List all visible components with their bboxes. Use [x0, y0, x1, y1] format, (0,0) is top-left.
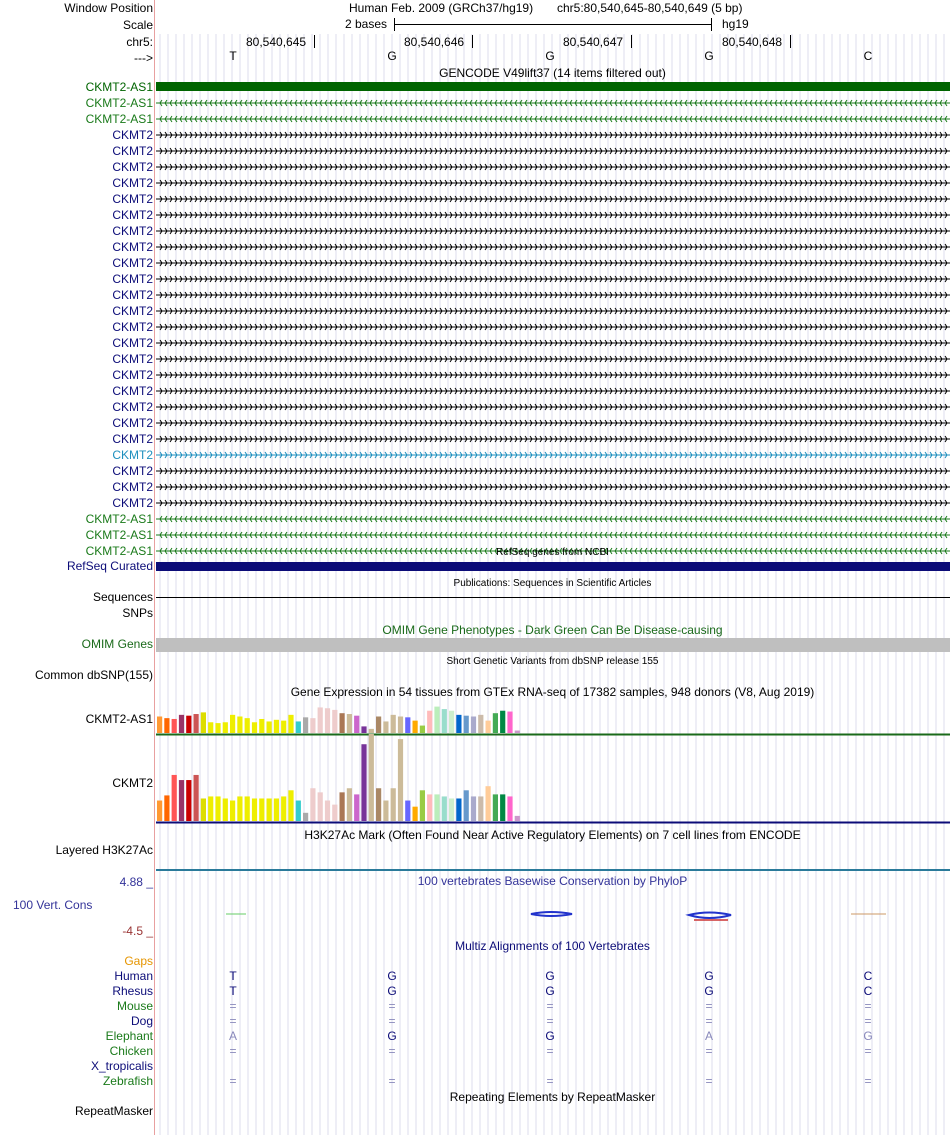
gtex-bar[interactable]: [391, 788, 396, 821]
gtex-bar[interactable]: [274, 720, 279, 733]
gencode-transcript-reverse[interactable]: [156, 114, 950, 124]
multiz-base: G: [545, 1029, 555, 1043]
gencode-row-label[interactable]: CKMT2: [112, 160, 153, 174]
phylop-max-label: 4.88 _: [119, 875, 153, 889]
gencode-transcript-forward[interactable]: [156, 242, 950, 252]
multiz-base: =: [705, 1044, 713, 1058]
gencode-transcript-forward[interactable]: [156, 290, 950, 300]
gtex-bar[interactable]: [361, 744, 366, 821]
repeatmasker-track-title[interactable]: Repeating Elements by RepeatMasker: [449, 1090, 656, 1104]
gencode-row-label[interactable]: CKMT2: [112, 176, 153, 190]
gencode-transcript-forward[interactable]: [156, 370, 950, 380]
refseq-track-title[interactable]: RefSeq genes from NCBI: [496, 547, 609, 558]
gencode-transcript-forward[interactable]: [156, 466, 950, 476]
phylop-track-title[interactable]: 100 vertebrates Basewise Conservation by PhyloP: [417, 874, 688, 888]
gtex-bar[interactable]: [507, 712, 512, 733]
gtex-bar[interactable]: [325, 801, 330, 821]
gtex-bar[interactable]: [449, 798, 454, 821]
gtex-bar[interactable]: [383, 721, 388, 733]
gencode-transcript-forward[interactable]: [156, 450, 950, 460]
gencode-row-label[interactable]: CKMT2: [112, 448, 153, 462]
publications-snps-label[interactable]: SNPs: [122, 606, 153, 620]
gtex-bar[interactable]: [478, 715, 483, 733]
base-letter: G: [704, 49, 714, 63]
gtex-bar[interactable]: [332, 805, 337, 821]
gtex-bar[interactable]: [303, 813, 308, 821]
gencode-exon-block[interactable]: [156, 82, 950, 91]
gtex-bar[interactable]: [442, 709, 447, 733]
multiz-base: =: [705, 999, 713, 1013]
gtex-bar[interactable]: [194, 775, 199, 821]
gtex-bar[interactable]: [434, 794, 439, 821]
multiz-base: G: [863, 1029, 873, 1043]
multiz-base: A: [228, 1029, 237, 1043]
gtex-bar[interactable]: [354, 794, 359, 821]
gencode-row-label[interactable]: CKMT2: [112, 416, 153, 430]
coordinate-label: 80,540,646: [404, 35, 465, 49]
gtex-bar[interactable]: [259, 798, 264, 821]
gtex-bar[interactable]: [456, 715, 461, 733]
gtex-bar[interactable]: [332, 710, 337, 733]
phylop-min-label: -4.5 _: [122, 924, 153, 938]
gtex-bar[interactable]: [398, 739, 403, 821]
gencode-row-label[interactable]: CKMT2: [112, 496, 153, 510]
gencode-row-label[interactable]: CKMT2: [112, 208, 153, 222]
gtex-bar[interactable]: [500, 711, 505, 733]
gencode-transcript-forward[interactable]: [156, 498, 950, 508]
gencode-track-title[interactable]: GENCODE V49lift37 (14 items filtered out): [439, 66, 666, 80]
chrom-label: chr5:: [126, 35, 153, 49]
gtex-bar[interactable]: [164, 795, 169, 821]
gtex-bar[interactable]: [303, 717, 308, 733]
gtex-bar[interactable]: [281, 796, 286, 821]
gtex-bar[interactable]: [493, 713, 498, 733]
multiz-base: =: [864, 1014, 872, 1028]
base-letter: G: [387, 49, 397, 63]
multiz-species-label[interactable]: Mouse: [116, 999, 153, 1013]
multiz-species-label[interactable]: Chicken: [109, 1044, 153, 1058]
gencode-row-label[interactable]: CKMT2: [112, 128, 153, 142]
coordinate-tick: [472, 35, 473, 48]
gtex-bar[interactable]: [237, 717, 242, 734]
repeatmasker-track-label[interactable]: RepeatMasker: [74, 1104, 153, 1118]
multiz-base: G: [387, 984, 397, 998]
multiz-track-title[interactable]: Multiz Alignments of 100 Vertebrates: [455, 939, 650, 953]
gencode-row-label[interactable]: CKMT2: [112, 400, 153, 414]
base-letter: C: [863, 49, 873, 63]
gtex-bar[interactable]: [310, 718, 315, 733]
scale-bar-right-tick: [711, 18, 712, 31]
gencode-transcript-forward[interactable]: [156, 146, 950, 156]
gencode-row-label[interactable]: CKMT2-AS1: [85, 512, 153, 526]
omim-gene-bar[interactable]: [156, 638, 950, 652]
gencode-transcript-forward[interactable]: [156, 162, 950, 172]
gtex-bar[interactable]: [223, 722, 228, 733]
strand-label: --->: [134, 51, 153, 65]
scale-bar-left-tick: [394, 18, 395, 31]
h3k27ac-signal-line: [156, 869, 950, 871]
multiz-species-label[interactable]: Human: [114, 969, 153, 983]
multiz-base: =: [705, 1014, 713, 1028]
gtex-bar[interactable]: [427, 711, 432, 733]
multiz-base: =: [388, 1044, 396, 1058]
coordinate-tick: [314, 35, 315, 48]
gtex-bar[interactable]: [376, 788, 381, 821]
gtex-bar[interactable]: [186, 716, 191, 733]
multiz-base: =: [546, 1044, 554, 1058]
gtex-bar[interactable]: [361, 726, 366, 733]
gencode-transcript-reverse[interactable]: [156, 514, 950, 524]
gencode-row-label[interactable]: CKMT2: [112, 464, 153, 478]
gtex-bar[interactable]: [471, 796, 476, 821]
multiz-base: G: [545, 969, 555, 983]
gtex-bar[interactable]: [164, 718, 169, 733]
gencode-transcript-forward[interactable]: [156, 258, 950, 268]
gtex-bar[interactable]: [464, 790, 469, 821]
phylop-signal: [156, 906, 950, 926]
multiz-species-label[interactable]: X_tropicalis: [90, 1059, 153, 1073]
gtex-bar[interactable]: [354, 716, 359, 733]
scale-label: Scale: [122, 18, 153, 32]
gencode-transcript-forward[interactable]: [156, 194, 950, 204]
multiz-species-label[interactable]: Zebrafish: [102, 1074, 153, 1088]
gtex-bar[interactable]: [493, 794, 498, 821]
multiz-base: =: [388, 1014, 396, 1028]
gtex-bar[interactable]: [369, 729, 374, 733]
gtex-bar[interactable]: [464, 716, 469, 733]
gtex-bar[interactable]: [376, 717, 381, 734]
multiz-base: =: [864, 1044, 872, 1058]
publications-track-title[interactable]: Publications: Sequences in Scientific Articles: [453, 578, 652, 589]
multiz-base: =: [388, 1074, 396, 1088]
gtex-bar[interactable]: [486, 786, 491, 821]
gtex-bar[interactable]: [157, 717, 162, 734]
gencode-row-label[interactable]: CKMT2: [112, 272, 153, 286]
multiz-base: T: [229, 969, 237, 983]
publications-sequences-label[interactable]: Sequences: [92, 590, 153, 604]
gtex-bar[interactable]: [413, 721, 418, 733]
multiz-base: G: [704, 969, 714, 983]
gencode-row-label[interactable]: CKMT2-AS1: [85, 528, 153, 542]
gtex-bar[interactable]: [172, 775, 177, 821]
multiz-base: =: [546, 1014, 554, 1028]
multiz-base: =: [229, 999, 237, 1013]
gtex-bar[interactable]: [201, 798, 206, 821]
multiz-base: =: [229, 1014, 237, 1028]
gtex-bar[interactable]: [208, 796, 213, 821]
gtex-bar[interactable]: [252, 798, 257, 821]
gtex-track-title[interactable]: Gene Expression in 54 tissues from GTEx RNA-seq of 17382 samples, 948 donors (V8, Aug 2019): [290, 685, 815, 699]
gencode-transcript-forward[interactable]: [156, 306, 950, 316]
gtex-bar[interactable]: [237, 796, 242, 821]
gencode-row-label[interactable]: CKMT2: [112, 192, 153, 206]
omim-track-title[interactable]: OMIM Gene Phenotypes - Dark Green Can Be Disease-causing: [382, 623, 723, 637]
gtex-bar[interactable]: [252, 722, 257, 733]
gencode-transcript-reverse[interactable]: [156, 530, 950, 540]
gtex-bar[interactable]: [179, 715, 184, 733]
gencode-transcript-forward[interactable]: [156, 210, 950, 220]
gtex-bar[interactable]: [434, 707, 439, 733]
gtex-bar[interactable]: [515, 731, 520, 733]
gtex-bar[interactable]: [413, 807, 418, 821]
gtex-bar[interactable]: [245, 796, 250, 821]
multiz-base: T: [229, 984, 237, 998]
gtex-bar[interactable]: [369, 734, 374, 821]
gtex-bar[interactable]: [245, 718, 250, 733]
assembly-name[interactable]: Human Feb. 2009 (GRCh37/hg19): [349, 1, 534, 15]
gtex-bar[interactable]: [383, 801, 388, 821]
multiz-base: C: [863, 984, 873, 998]
gtex-bar[interactable]: [223, 798, 228, 821]
position-text[interactable]: chr5:80,540,645-80,540,649 (5 bp): [557, 1, 743, 15]
gtex-bar[interactable]: [478, 796, 483, 821]
multiz-gaps-label[interactable]: Gaps: [124, 954, 153, 968]
window-position-label: Window Position: [64, 1, 153, 15]
gtex-bar[interactable]: [267, 798, 272, 821]
gencode-transcript-reverse[interactable]: [156, 98, 950, 108]
gtex-bar[interactable]: [500, 794, 505, 821]
multiz-species-label[interactable]: Dog: [130, 1014, 153, 1028]
h3k27ac-track-label[interactable]: Layered H3K27Ac: [55, 843, 153, 857]
multiz-base: A: [704, 1029, 713, 1043]
multiz-base: =: [546, 999, 554, 1013]
publications-line: [156, 597, 950, 598]
gtex-bar[interactable]: [186, 780, 191, 821]
gencode-row-label[interactable]: CKMT2: [112, 288, 153, 302]
gtex-bar[interactable]: [507, 796, 512, 821]
multiz-species-label[interactable]: Elephant: [105, 1029, 153, 1043]
gencode-row-label[interactable]: CKMT2: [112, 304, 153, 318]
refseq-gene-bar[interactable]: [156, 562, 950, 571]
multiz-base: =: [705, 1074, 713, 1088]
base-letter: G: [545, 49, 555, 63]
gtex-bar[interactable]: [296, 801, 301, 821]
multiz-base: =: [229, 1074, 237, 1088]
multiz-base: G: [545, 984, 555, 998]
base-letter: T: [229, 49, 237, 63]
gtex-bar[interactable]: [405, 801, 410, 821]
phylop-track-label[interactable]: 100 Vert. Cons: [13, 898, 93, 912]
gtex-bar[interactable]: [318, 707, 323, 733]
gtex-bar[interactable]: [347, 714, 352, 733]
gtex-bar[interactable]: [215, 796, 220, 821]
gtex-bar[interactable]: [427, 794, 432, 821]
gencode-row-label[interactable]: CKMT2: [112, 144, 153, 158]
gencode-transcript-forward[interactable]: [156, 322, 950, 332]
gencode-row-label[interactable]: CKMT2: [112, 432, 153, 446]
gencode-transcript-forward[interactable]: [156, 178, 950, 188]
gencode-row-label[interactable]: CKMT2-AS1: [85, 80, 153, 94]
gencode-row-label[interactable]: CKMT2: [112, 256, 153, 270]
coordinate-label: 80,540,647: [563, 35, 624, 49]
gencode-transcript-forward[interactable]: [156, 418, 950, 428]
gtex-bar[interactable]: [230, 801, 235, 821]
gtex-bar[interactable]: [194, 714, 199, 733]
gtex-bar[interactable]: [259, 719, 264, 733]
gencode-transcript-forward[interactable]: [156, 130, 950, 140]
coordinate-label: 80,540,648: [722, 35, 783, 49]
gtex-bar[interactable]: [398, 717, 403, 734]
scale-bases-text: 2 bases: [345, 17, 388, 31]
gtex-bar[interactable]: [340, 713, 345, 733]
gtex-bar[interactable]: [179, 780, 184, 821]
multiz-base: =: [229, 1044, 237, 1058]
gencode-row-label[interactable]: CKMT2-AS1: [85, 544, 153, 558]
refseq-track-label[interactable]: RefSeq Curated: [66, 559, 153, 573]
multiz-base: G: [387, 1029, 397, 1043]
gtex-bar[interactable]: [325, 708, 330, 733]
gencode-transcript-forward[interactable]: [156, 354, 950, 364]
gencode-row-label[interactable]: CKMT2: [112, 240, 153, 254]
dbsnp-track-title[interactable]: Short Genetic Variants from dbSNP release 155: [446, 656, 659, 667]
gencode-transcript-forward[interactable]: [156, 402, 950, 412]
gtex-bar[interactable]: [318, 792, 323, 821]
coordinate-tick: [790, 35, 791, 48]
gencode-transcript-forward[interactable]: [156, 434, 950, 444]
gtex-bar[interactable]: [420, 726, 425, 733]
gtex-bar[interactable]: [288, 790, 293, 821]
gtex-bar[interactable]: [456, 798, 461, 821]
gencode-row-label[interactable]: CKMT2: [112, 384, 153, 398]
gtex-bar[interactable]: [230, 715, 235, 733]
gencode-row-label[interactable]: CKMT2: [112, 368, 153, 382]
gencode-row-label[interactable]: CKMT2-AS1: [85, 112, 153, 126]
multiz-base: =: [864, 999, 872, 1013]
gencode-row-label[interactable]: CKMT2-AS1: [85, 96, 153, 110]
gtex-bar[interactable]: [486, 721, 491, 733]
gencode-row-label[interactable]: CKMT2: [112, 480, 153, 494]
gencode-row-label[interactable]: CKMT2: [112, 320, 153, 334]
multiz-base: G: [704, 984, 714, 998]
gencode-transcript-forward[interactable]: [156, 386, 950, 396]
omim-track-label[interactable]: OMIM Genes: [81, 637, 153, 651]
multiz-base: =: [864, 1074, 872, 1088]
gtex-bar[interactable]: [267, 721, 272, 733]
coordinate-label: 80,540,645: [246, 35, 307, 49]
gtex-bar[interactable]: [405, 717, 410, 733]
gtex-bar[interactable]: [347, 788, 352, 821]
gtex-bar[interactable]: [215, 723, 220, 733]
gtex-bar[interactable]: [340, 792, 345, 821]
gtex-bar[interactable]: [208, 722, 213, 733]
multiz-species-label[interactable]: Rhesus: [112, 984, 153, 998]
coordinate-tick: [631, 35, 632, 48]
gtex-bar[interactable]: [274, 798, 279, 821]
gtex-bar[interactable]: [310, 788, 315, 821]
gtex-bar[interactable]: [172, 719, 177, 733]
gencode-row-label[interactable]: CKMT2: [112, 336, 153, 350]
gencode-row-label[interactable]: CKMT2: [112, 352, 153, 366]
gtex-bar[interactable]: [449, 711, 454, 733]
gtex-bar[interactable]: [515, 816, 520, 821]
gtex-gene-label-ckmt2[interactable]: CKMT2: [112, 776, 153, 790]
dbsnp-track-label[interactable]: Common dbSNP(155): [34, 668, 153, 682]
gencode-transcript-forward[interactable]: [156, 338, 950, 348]
gencode-transcript-forward[interactable]: [156, 226, 950, 236]
gtex-gene-label-ckmt2-as1[interactable]: CKMT2-AS1: [85, 712, 153, 726]
gtex-bar[interactable]: [471, 717, 476, 734]
gencode-row-label[interactable]: CKMT2: [112, 224, 153, 238]
gtex-bar[interactable]: [442, 796, 447, 821]
gtex-bar[interactable]: [281, 721, 286, 733]
multiz-base: G: [387, 969, 397, 983]
scale-bar: [394, 24, 712, 25]
gtex-bar[interactable]: [420, 790, 425, 821]
gtex-bar[interactable]: [157, 801, 162, 821]
gtex-bar[interactable]: [296, 721, 301, 733]
multiz-base: =: [546, 1074, 554, 1088]
gencode-transcript-forward[interactable]: [156, 274, 950, 284]
multiz-base: C: [863, 969, 873, 983]
scale-db-text: hg19: [722, 17, 749, 31]
gtex-expression-chart[interactable]: [156, 699, 950, 826]
gtex-bar[interactable]: [201, 712, 206, 733]
gtex-bar[interactable]: [288, 715, 293, 733]
gencode-transcript-forward[interactable]: [156, 482, 950, 492]
h3k27ac-track-title[interactable]: H3K27Ac Mark (Often Found Near Active Regulatory Elements) on 7 cell lines from ENCODE: [304, 828, 801, 842]
gtex-bar[interactable]: [391, 715, 396, 733]
multiz-base: =: [388, 999, 396, 1013]
